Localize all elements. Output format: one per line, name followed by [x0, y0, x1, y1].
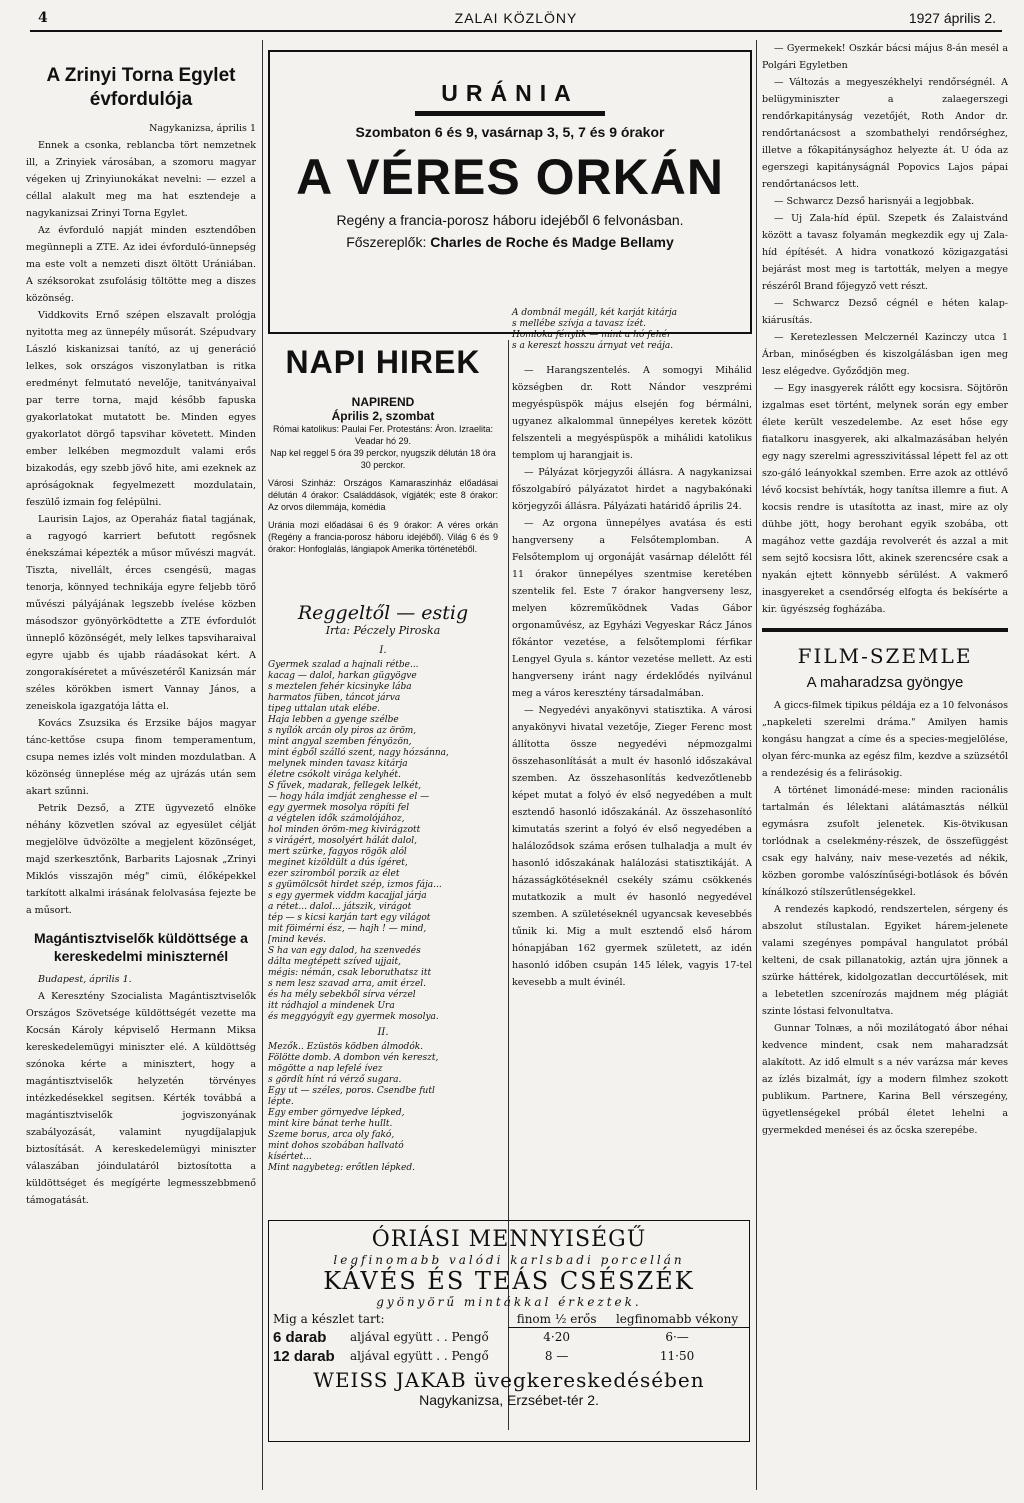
- table-row: [269, 1328, 749, 1347]
- news-item: — Változás a megyeszékhelyi rendőrségnél. A belügyminiszter a zalaegerszegi rendőrkapitányság vezetőjét, Roth Andor dr. rendőrtanácsost a szombathelyi rendőrséghez, illetve a főkapitánysághoz helyezte át. U óda az egerszegi kapitányságnál Popovics Lajos pápai rendőrtanácsos lett.: [762, 77, 1008, 190]
- paragraph: Ennek a csonka, reblancba tört nemzetnek ill, a Zrinyiek városában, a szomoru magyar végeken uj Zrinyiunokákat nevelni: — ezzel a céllal alakult meg ma hat esztendeje a nagykanizsai Zrinyi Torna Egylet.: [26, 140, 256, 219]
- poem-line: s nyílók arcán oly piros az öröm,: [268, 726, 417, 736]
- napirend-item: Uránia mozi előadásai 6 és 9 órakor: A véres orkán (Regény a francia-porosz háboru idejéből). Világ 6 és 9 órakor: Honfoglalás, lángiapok Amerika történetéből.: [268, 520, 498, 554]
- napirend-date: Április 2, szombat: [331, 409, 435, 423]
- poem-line: dálta megtépett szíved ujjait,: [268, 957, 401, 967]
- screening-schedule: Szombaton 6 és 9, vasárnap 3, 5, 7 és 9 órakor: [355, 124, 665, 140]
- napirend-item: Nap kel reggel 5 óra 39 perckor, nyugszik délután 18 óra 30 perckor.: [270, 448, 496, 470]
- poem-stanza-1: [268, 660, 498, 1023]
- price-col-header: finom ½ erős: [508, 1311, 605, 1328]
- poem-line: Egy ember görnyedve lépked,: [268, 1108, 405, 1118]
- poem-line: Egy ut — széles, poros. Csendbe futl: [268, 1086, 435, 1096]
- cinema-name: URÁNIA: [441, 80, 579, 106]
- news-item: — Gyermekek! Oszkár bácsi május 8-án mesél a Polgári Egyletben: [762, 43, 1008, 71]
- film-review-paragraph: Gunnar Tolnæs, a női mozilátogató ábor néhai kedvence mindent, csak nem maharadzsát alakított. Az idő elmult s a név varázsa már keves az ízlés bizalmát, így a modern filmhez szokott publikum. Partnere, Karina Bell vérszegény, ügyetlenségekel próbál életet lehelni a gyermekded menései és az őcska szerepébe.: [762, 1023, 1008, 1136]
- news-column: [512, 300, 752, 991]
- news-item-harangszenteles: — Harangszentelés. A somogyi Mihálid községben dr. Rott Nándor veszprémi megyéspüspök május elsején fog bérmálni, ugyanez alkalommal ünnepélyes keretek között felszenteli a megyéspüspök a mihálidi katolikus templom uj harangjait is.: [512, 365, 752, 461]
- ad-note: gyönyörű mintákkal érkeztek.: [376, 1295, 642, 1309]
- price-value: 4·20: [543, 1330, 570, 1345]
- news-item-orgona: — Az orgona ünnepélyes avatása és esti hangverseny a Felsőtemplomban. A Felsőtemplom uj orgonáját vasárnap délelőtt fél 11 órakor ünnepélyes szentmise keretében szentelik fel. Este 7 órakor hangverseny lesz, melyen közreműködnek Vadas Gábor orgonaművész, az Egyházi Vegyeskar Rácz János főkántor vezetése, a felsőtemplomi férfikar Lengyel Gyula s. kántor vezetése mellett. Az esti hangverseny iránt nagy érdeklődés nyilvánul meg a város keresztény társadalmában.: [512, 518, 752, 699]
- table-row: [269, 1347, 749, 1366]
- poem-line: S ha van egy dalod, ha szenvedés: [268, 946, 421, 956]
- poem-line: mint kire bánat terhe hullt.: [268, 1119, 393, 1129]
- column-5: [762, 40, 1008, 1490]
- paragraph: Az évforduló napját minden esztendőben megünnepli a ZTE. Az idei évforduló-ünnepség ma este volt a nemzeti diszt öltött Urániában. A széksorokat zsufolásig töltötte meg a diszes közönség.: [26, 225, 256, 304]
- cast-names: Charles de Roche és Madge Bellamy: [430, 234, 674, 250]
- poem-line: Mint nagybeteg: erőtlen lépked.: [268, 1163, 415, 1173]
- poem-line: hol minden öröm-meg kivirágzott: [268, 825, 421, 835]
- paragraph: A Keresztény Szocialista Magántisztviselők Országos Szövetsége küldöttségét vezette ma Kocsán Károly képviselő Hermann Miksa kereskedelemügyi miniszter elé. A küldöttség szónoka kérte a minisztert, hogy a magántisztviselők helyzetén törvényes intézkedésekkel segitsen. Kérték továbbá a magántisztviselők jogviszonyának szabályozását, valamint nyugdíjalapjuk biztosítását. A kereskedelemügyi miniszter válaszában jóindulatáról biztosította a küldöttséget és megígérte legmesszebbmenő támogatását.: [26, 991, 256, 1206]
- paragraph: Petrik Dezső, a ZTE ügyvezető elnöke néhány közvetlen szóval az egyesület célját megjelölve üdvözölte a megjelent közönséget, majd szerkesztőnk, Barbarits Lajosnak „Zrinyi Miklós visszajön még" cimü, élőképekkel tarkított alkalmi irásának felolvasása fejezte be a műsort.: [26, 803, 256, 916]
- poem-line: s gyümölcsöt hirdet szép, izmos fája...: [268, 880, 442, 890]
- ad-subline: legfinomabb valódi karlsbadi porcellán: [333, 1253, 685, 1267]
- poem-line: és meggyógyít egy gyermek mosolya.: [268, 1012, 439, 1022]
- napi-hirek-heading: NAPI HIREK: [285, 344, 481, 380]
- poem-line: harmatos füben, táncot járva: [268, 693, 401, 703]
- poem-line: [mind kevés.: [268, 935, 327, 945]
- paragraph: Viddkovits Ernő szépen elszavalt prológja nyitotta meg az ünnepély műsorát. Szépudvary László kiskanizsai tanító, az uj generáció lelkes, sok országos viszonylatban is ritka eredményt felmutató nevelője, tanitványaival par terre torna, majd később fapuska gyakorlatokat mutatott be. Minden egyes gyakorlatot dörgő tapsvihar követett. Minden ember lelkében megmozdult valami erős bizakodás, egy szebb jövő hite, ami ezeknek az apróságoknak fegyelmezett mozdulatain, feszülő izmain fog felépülni.: [26, 310, 256, 508]
- ad-store: WEISS JAKAB üvegkereskedésében: [313, 1367, 705, 1392]
- price-col-header: legfinomabb vékony: [605, 1311, 749, 1328]
- decorative-bar: [415, 111, 605, 116]
- price-desc: aljával együtt . . Pengő: [350, 1330, 489, 1344]
- poem-line: Fölötte domb. A dombon vén kereszt,: [268, 1053, 439, 1063]
- news-item-anyakonyv: — Negyedévi anyakönyvi statisztika. A városi anyakönyvi hivatal vezetője, Zieger Ferenc most állította össze negyedévi népmozgalmi összehasonlítását a mult év hasonló időszakával szemben. Az összehasonlítás kedvezőtlenebb képet mutat a folyó év első negyedében a mult esztendő hasonló időszakánál. Az összehasonlító kimutatás szerint a folyó év első negyedében a haláloződsok száma erősen tulhaladja a mult év hasonló időszakának halálozási statisztikáját. A házasságkötéseknél csekély számu csökkenés mutatkozik a mult év hasonló negyedével szemben. A születéseknél ugyancsak kevesebbés tűnik ki. Mig a mult esztendő első három hónapjában 162 gyermek született, az idén hasonló időben csupán 145 lélek, vagyis 17-tel kevesebb a mult évinél.: [512, 705, 752, 988]
- poem-line: s egy gyermek viddm kacajjal járja: [268, 891, 427, 901]
- poem-line: életre csókolt virága kelyhét.: [268, 770, 401, 780]
- news-item: — Uj Zala-híd épül. Szepetk és Zalaistvánd között a tavasz folyamán megkezdik egy uj Zala-híd építését. A hidra vonatkozó közigazgatási bejárást most meg is tartották, melyen a megye részéről Brand főjegyző vett részt.: [762, 213, 1008, 292]
- epigraph-line: s mellébe szívja a tavasz ízét.: [512, 319, 647, 329]
- poem-part-number: II.: [377, 1027, 389, 1038]
- poem-line: mint égből szálló szent, nagy hózsánna,: [268, 748, 449, 758]
- film-title: A VÉRES ORKÁN: [296, 149, 724, 205]
- news-item: — Schwarcz Dezső harisnyái a legjobbak.: [774, 196, 975, 207]
- epigraph-line: A dombnál megáll, két karját kitárja: [512, 308, 677, 318]
- page-header: [30, 8, 1002, 32]
- poem-line: itt rádhajol a mindenek Ura: [268, 1001, 395, 1011]
- poem-line: kísértet...: [268, 1152, 312, 1162]
- poem: [268, 602, 498, 1174]
- news-item: — Schwarcz Dezső cégnél e héten kalap-kiárusítás.: [762, 298, 1008, 326]
- epigraph-line: Homloka fénylik — mint a hó fehér: [512, 330, 672, 340]
- page-number: 4: [38, 10, 48, 26]
- poem-line: mint dohos szobában hallvató: [268, 1141, 404, 1151]
- poem-line: mint angyal szemben fényözön,: [268, 737, 412, 747]
- poem-line: melynek minden tavasz kitárja: [268, 759, 408, 769]
- poem-line: tép — s kicsi karján tart egy világot: [268, 913, 431, 923]
- poem-epigraph: [512, 308, 752, 352]
- news-item: — Egy inasgyerek rálőtt egy kocsisra. Söjtörön izgalmas eset történt, melynek során egy ember élete került veszedelembe. Az eset hőse egy fiatalkoru inasgyerek, aki alkalmazásában helyén egy nagy szerelmi agresszivitással lépett fel az ott szo-gáló leányokkal szemben. Erre azok az ottlévő lévő kocsist behívták, hogy tanítsa illemre a fiut. A kocsis rendre is utasította az inast, mire az oly dühbe jött, hogy berohant egyik szobába, ott magához vette gazdája revolverét és azzal a mit sem sejtő kocsisra lőtt, akinek szerencsére csak a nyakán ejtett könnyebb sérülést. A vakmerő inasgyereket a csendőrség elfogta és bekísérte a kir. ügyészség fogházába.: [762, 383, 1008, 615]
- napi-hirek-section: [268, 340, 498, 555]
- dateline-budapest: Budapest, április 1.: [38, 974, 132, 985]
- price-table-header: [269, 1311, 749, 1328]
- poem-line: lépte.: [268, 1097, 294, 1107]
- poem-line: ezer sziromból porzik az élet: [268, 869, 400, 879]
- price-value: 8 —: [544, 1349, 569, 1363]
- urania-advertisement: [268, 50, 752, 334]
- poem-line: a végtelen idők számolójához,: [268, 814, 405, 824]
- price-value: 6·—: [665, 1330, 689, 1345]
- poem-line: Mezők.. Ezüstös ködben álmodók.: [268, 1042, 424, 1052]
- paragraph: Kovács Zsuzsika és Erzsike bájos magyar tánc-kettőse csupa finom temperamentum, csupa nemes izlés volt minden mozdulatban. A közönség ünneplése még az ujrázás után sem akart szűnni.: [26, 718, 256, 797]
- poem-line: egy gyermek mosolya röpíti fel: [268, 803, 410, 813]
- paragraph: Laurisin Lajos, az Operaház fiatal tagjának, a ragyogó karriert befutott regősnek énekszámai képezték a műsor művészi magvát. Tiszta, nivellált, érces csengésü, magas tenorja, könnyed technikája egyre feljebb törő művészi pályájának legszebb ívelése közben másodszor gyönyörködtette a ZTE évfordulót ünneplő közönségét, mely lelkes tapsviharaival egyre ujabb és ujabb ráadásokat kért. A zongorakíséretet a művészetéről Kanizsán már széles körökben ismert Vannay János, a zeneiskola igazgatója látta el.: [26, 514, 256, 712]
- film-review-paragraph: A történet limonádé-mese: minden racionális tartalmán és lélektani alátámasztás nélkül egymásra zsufolt jelenetek. Kis-ötvikusan torlódnak a cselekmény-részek, de összefüggést csak egy halvány, naiv mese-vezetés ad nékik, közben gorombe valószínűségi-botlások és bővén kínálkozó stílszerűtlenségekkel.: [762, 785, 1008, 898]
- napirend-heading: NAPIREND: [351, 395, 415, 409]
- poem-line: S fűvek, madarak, fellegek lelkét,: [268, 781, 422, 791]
- epigraph-line: s a kereszt hosszu árnyat vet reája.: [512, 341, 674, 351]
- poem-line: mert szürke, fagyos rögök alól: [268, 847, 407, 857]
- price-qty: 12 darab: [273, 1347, 335, 1365]
- article-title-magantisztviselok: Magántisztviselők küldöttsége a kereskedelmi miniszternél: [34, 930, 248, 964]
- article-title-zrinyi: A Zrinyi Torna Egylet évfordulója: [46, 65, 236, 110]
- poem-line: Haja lebben a gyenge szélbe: [268, 715, 399, 725]
- poem-line: mögötte a nap lefelé ívez: [268, 1064, 383, 1074]
- column-rule: [262, 40, 263, 1490]
- poem-line: Gyermek szalad a hajnali rétbe...: [268, 660, 419, 670]
- poem-line: meginet kizöldült a dús ígéret,: [268, 858, 408, 868]
- poem-line: — hogy hála imdját zenghesse el —: [268, 792, 430, 802]
- poem-line: kacag — dalol, harkan gügyögve: [268, 671, 417, 681]
- cast-label: Főszereplők:: [346, 234, 427, 250]
- ad-headline: ÓRIÁSI MENNYISÉGŰ: [371, 1227, 647, 1252]
- poem-line: s meztelen fehér kicsinyke lába: [268, 682, 412, 692]
- poem-title: Reggeltől — estig: [297, 602, 469, 624]
- poem-part-number: I.: [379, 645, 387, 656]
- column-rule: [756, 40, 757, 1490]
- news-item: — Keretezlessen Melczernél Kazinczy utca 1 Árban, minőségben és kiszolgálásban igen meg lesz elégedve. Győződjön meg.: [762, 332, 1008, 377]
- poem-line: s gördít hínt rá vérző sugara.: [268, 1075, 402, 1085]
- poem-line: Szeme borus, arca oly fakó,: [268, 1130, 395, 1140]
- poem-line: mégis: némán, csak leboruthatsz itt: [268, 968, 432, 978]
- poem-line: s virágért, mosolyért hálát dalol,: [268, 836, 417, 846]
- film-szemle-heading: FILM-SZEMLE: [797, 644, 973, 668]
- film-review-title: A maharadzsa gyöngye: [806, 674, 964, 691]
- center-block: [268, 40, 756, 1490]
- poem-line: tipeg uttalan utak elébe.: [268, 704, 381, 714]
- poem-line: s nem lesz szavad arra, amit érzel.: [268, 979, 426, 989]
- poem-line: és ha mély sebekből sírva vérzel: [268, 990, 416, 1000]
- price-desc: aljával együtt . . Pengő: [350, 1349, 489, 1363]
- film-review-paragraph: A giccs-filmek tipikus példája ez a 10 felvonásos „napkeleti szerelmi dráma." Amilyen hamis kongásu hangzat a címe és a species-megjelölése, olyan férc-munka az egész film, kezdve a szüzsétől a rendezésig és a felirásokig.: [762, 700, 1008, 779]
- price-value: 11·50: [659, 1349, 695, 1363]
- poem-line: a rétet... dalol... játszik, virágot: [268, 902, 412, 912]
- film-description: Regény a francia-porosz háboru idejéből 6 felvonásban.: [336, 212, 684, 228]
- napirend-item: Városi Szinház: Országos Kamaraszinház előadásai délután 4 órakor: Családdások, vígjáték; este 8 órakor: Az orvos dilemmája, komédia: [268, 478, 498, 512]
- film-cast: [270, 234, 750, 250]
- news-item-palyazat: — Pályázat körjegyzői állásra. A nagykanizsai főszolgabíró pályázatot hirdet a nagybakónaki körjegyzői állásra. Pályázati határidő április 24.: [512, 467, 752, 512]
- ad-product: KÁVÉS ÉS TEÁS CSÉSZÉK: [323, 1267, 695, 1295]
- napirend-item: Római katolikus: Paulai Fer. Protestáns: Áron. Izraelita: Veadar hó 29.: [272, 424, 494, 446]
- section-rule: [762, 628, 1008, 632]
- dateline-zrinyi: Nagykanizsa, április 1: [149, 123, 256, 134]
- weiss-jakab-advertisement: [268, 1220, 750, 1442]
- poem-line: mit föimérni ész, — hajh ! — mind,: [268, 924, 427, 934]
- poem-stanza-2: [268, 1042, 498, 1174]
- issue-date: 1927 április 2.: [908, 10, 996, 26]
- film-review-paragraph: A rendezés kapkodó, rendszertelen, sérgeny és abszolut stílustalan. Egyiket hárem-jelenete valami szegényes pompával hangulatot próbál kelteni, de csak pillanatokig, aztán ujra jönnek a szürke háttérek, kidolgozatlan deccurtölések, mit a lebetetlen szcenírozás majdnem még plágiát szinte lóstasi felvonultatva.: [762, 904, 1008, 1017]
- ad-address: Nagykanizsa, Erzsébet-tér 2.: [419, 1391, 599, 1408]
- price-table: [269, 1311, 749, 1366]
- price-qty: 6 darab: [273, 1328, 327, 1346]
- price-table-label: Mig a készlet tart:: [273, 1312, 385, 1327]
- paper-name: ZALAI KÖZLÖNY: [454, 10, 578, 26]
- poem-author: Irta: Péczely Piroska: [325, 624, 441, 637]
- column-1: [26, 40, 256, 1490]
